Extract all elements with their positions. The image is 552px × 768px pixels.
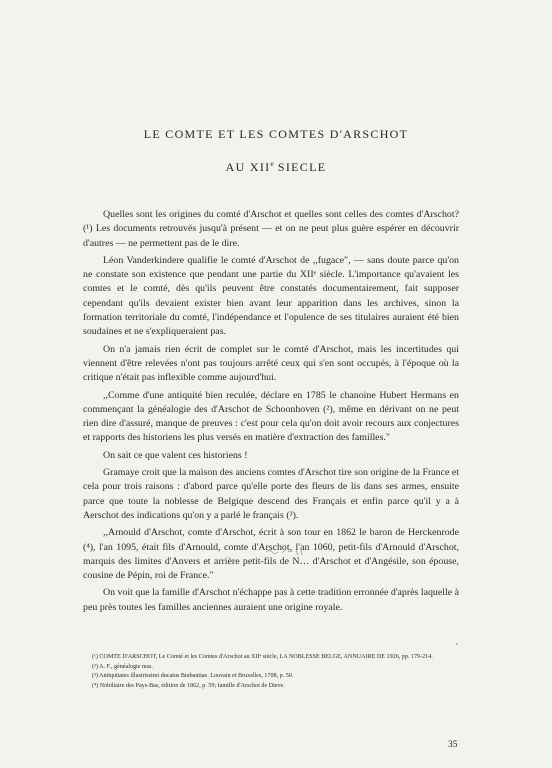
pencil-mark-icon xyxy=(264,546,306,558)
paragraph: Quelles sont les origines du comté d'Arschot et quelles sont celles des comtes d'Arschot? (¹) Les documents retrouvés jusqu'à présent — et on ne peut plus guère espérer en découvrir d'autres — ne permettent pas de le dire. xyxy=(83,209,459,249)
footnote: (³) Antiquitates illustrissimi ducatus Brabantiae. Louvain et Bruxelles, 1708, p. 50. xyxy=(92,673,294,680)
subtitle-superscript: e xyxy=(270,160,274,168)
paragraph: Gramaye croit que la maison des anciens comtes d'Arschot tire son origine de la France et cela pour trois raisons : d'abord parce qu'elle porte des fleurs de lis dans ses armes, ensuite parce que toute la noblesse de Belgique descend des Français et enfin parce qu'il y a à Aerschot des indications qu'on y a parlé le français (³). xyxy=(83,467,459,521)
paragraph: On n'a jamais rien écrit de complet sur le comté d'Arschot, mais les incertitudes qui viennent d'être relevées n'ont pas toujours arrêté ceux qui s'en sont occupés, à l'époque où la critique n'était pas inflexible comme aujourd'hui. xyxy=(83,343,459,384)
speck xyxy=(456,643,458,645)
chapter-subtitle xyxy=(0,160,552,175)
footnote: (²) A. F., généalogie mss. xyxy=(92,663,153,670)
paragraph: On voit que la famille d'Arschot n'échappe pas à cette tradition erronnée d'après laquelle à peu près toutes les familles anciennes auraient une origine royale. xyxy=(83,587,459,613)
footnotes xyxy=(83,653,459,691)
paragraph: ,,Comme d'une antiquité bien reculée, déclare en 1785 le chanoine Hubert Hermans en commençant la généalogie des d'Arschot de Schoonhoven (²), même en dérivant on ne peut rien dire d'assuré, manque de preuves : c'est pour cela qu'on doit avoir recours aux conjectures et rapports des historiens les plus versés en matière d'extraction des familles." xyxy=(83,389,459,444)
subtitle-main: AU XII xyxy=(225,160,271,174)
paragraph: On sait ce que valent ces historiens ! xyxy=(103,449,248,461)
footnote: (⁴) Nobiliaire des Pays-Bas, édition de 1862, p. 59; famille d'Arschot de Dieve. xyxy=(92,682,285,689)
paragraph: ,,Arnould d'Arschot, comte d'Arschot, écrit à son tour en 1862 le baron de Herckenrode (⁴), l'an 1095, était fils d'Arnould, comte d'Arschot, l'an 1060, petit-fils d'Arnould d'Arschot, marquis des limites d'Anvers et arrière petit-fils de N… d'Arschot et d'Angésile, son épouse, cousine de Pépin, roi de France." xyxy=(83,527,459,582)
footnote: (¹) COMTE D'ARSCHOT, Le Comté et les Comtes d'Arschot au XIIᵉ siècle, LA NOBLESSE BELGE, ANNUAIRE DE 1926, pp. 179-214. xyxy=(92,654,433,660)
subtitle-end: SIECLE xyxy=(273,160,327,174)
paragraph: Léon Vanderkindere qualifie le comté d'Arschot de ,,fugace", — sans doute parce qu'on ne constate son existence que pendant une partie du XIIᵉ siècle. L'importance qu'avaient les comtes et le comté, dès qu'ils peuvent être constatés documentairement, fait supposer cependant qu'ils devaient exister bien avant leur apparition dans les archives, sinon la formation territoriale du comté, l'indépendance et l'opulence de ses titulaires auraient été bien soudaines et ne s'expliqueraient pas. xyxy=(83,254,459,338)
chapter-title: LE COMTE ET LES COMTES D'ARSCHOT xyxy=(143,127,409,141)
page-number: 35 xyxy=(448,740,458,750)
